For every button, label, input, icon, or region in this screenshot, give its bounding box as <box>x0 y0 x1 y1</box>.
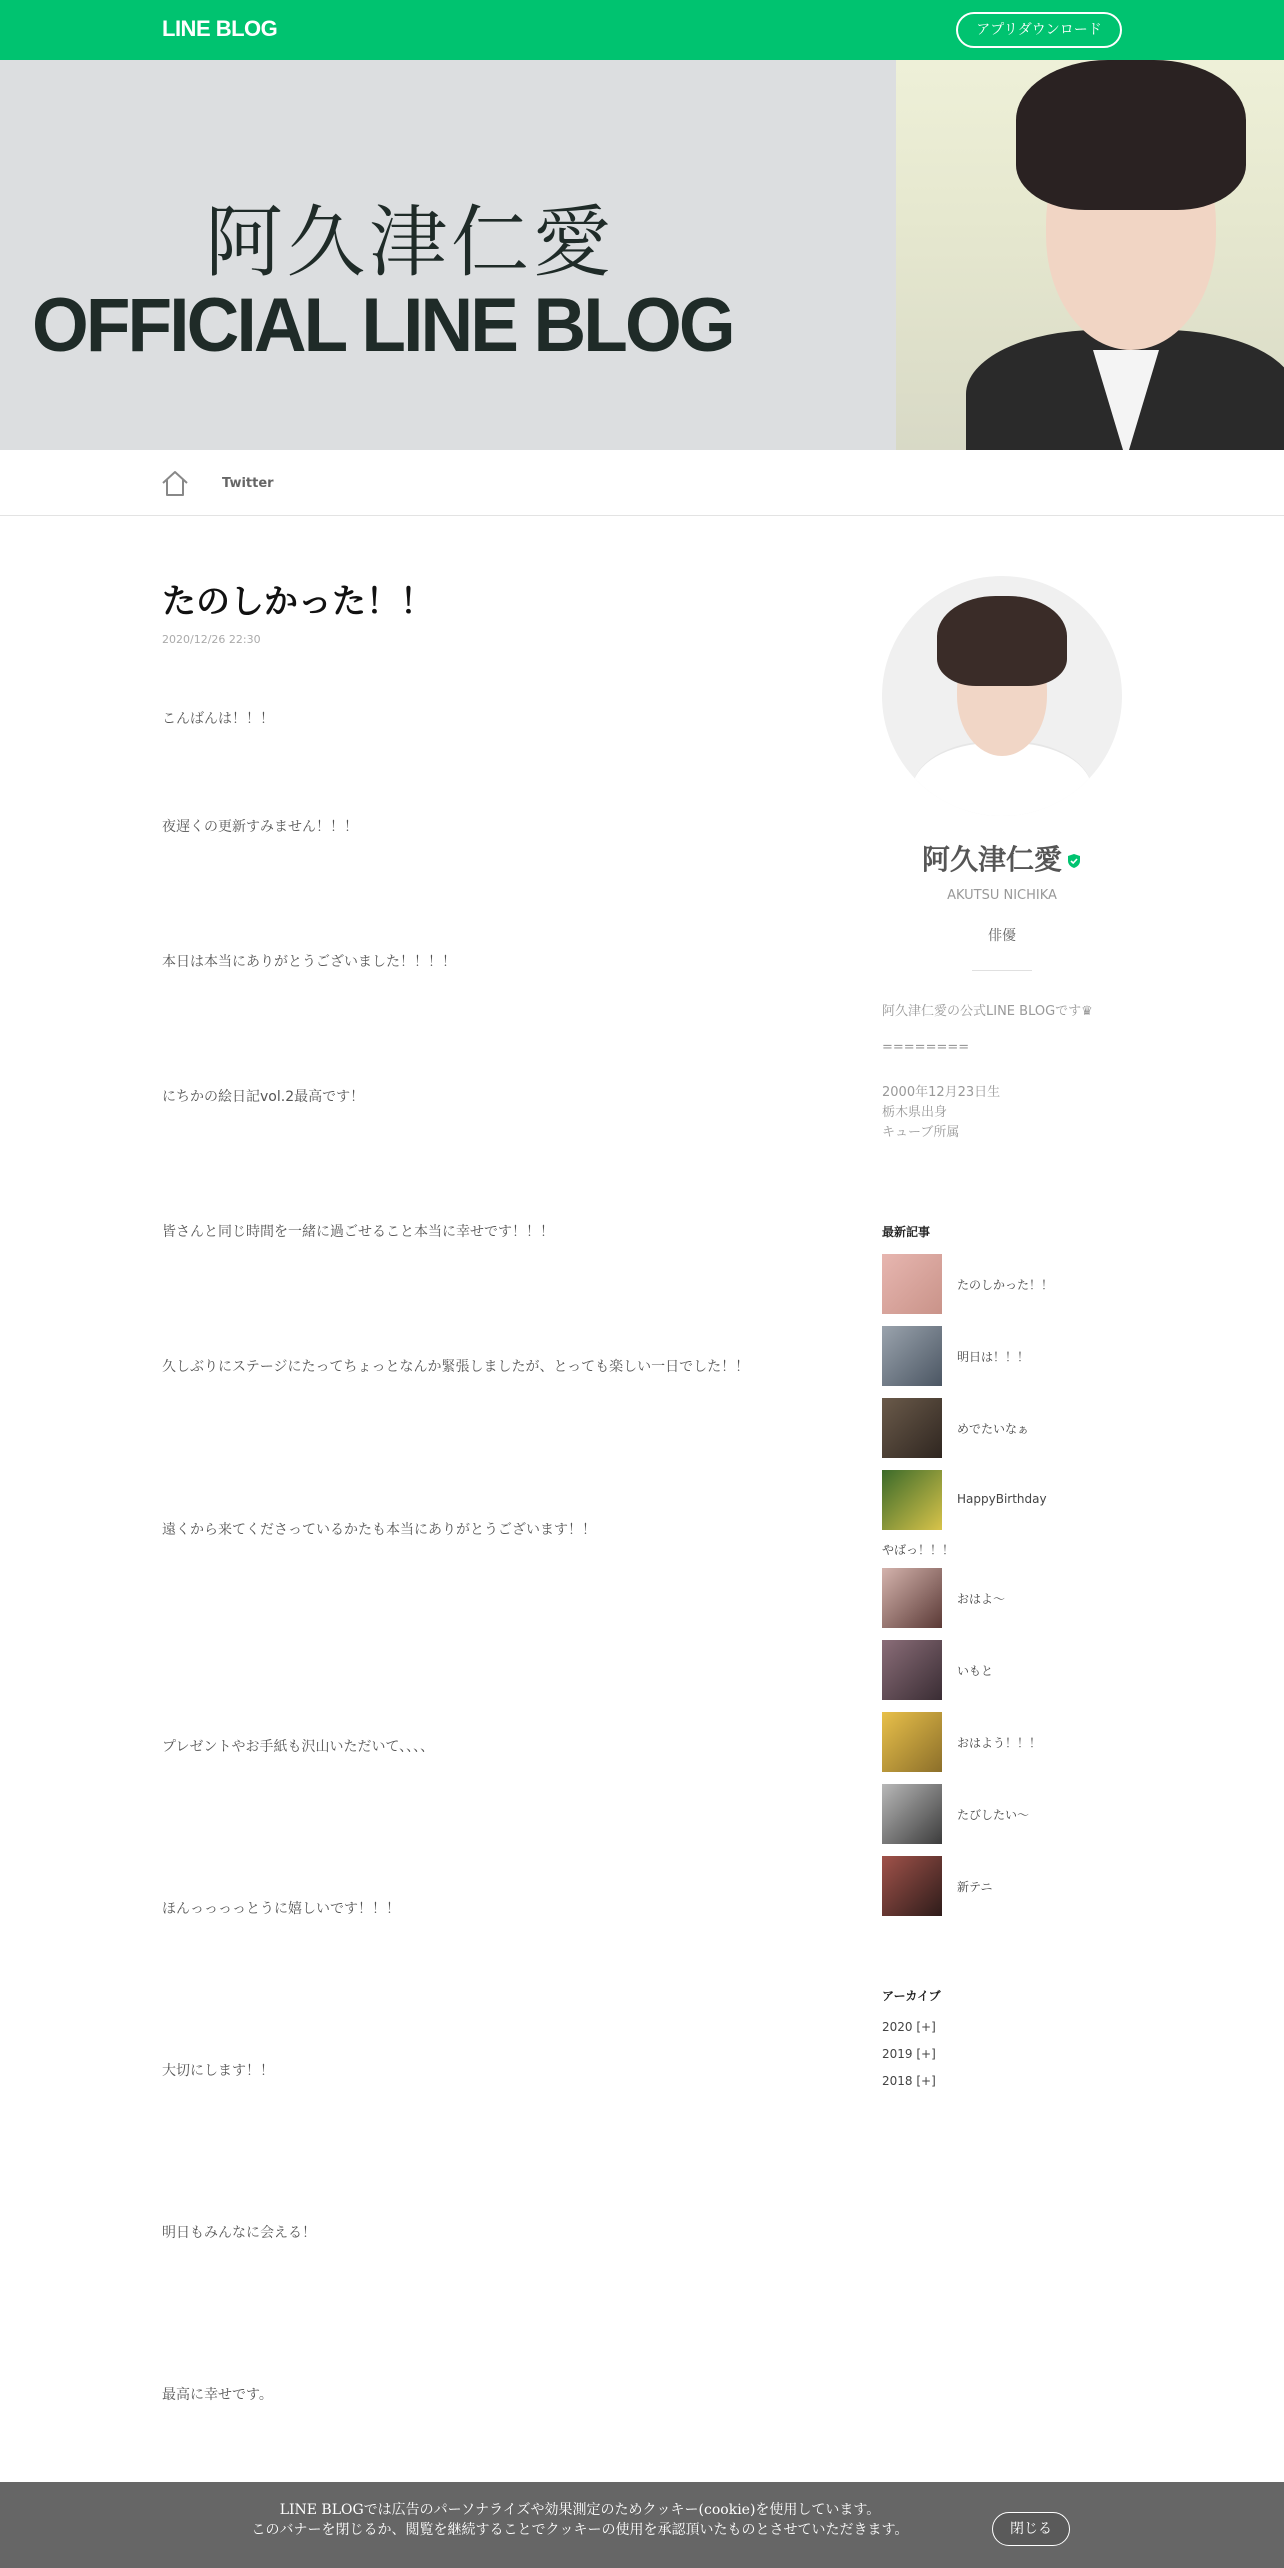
post-paragraph: にちかの絵日記vol.2最高です！ <box>162 1089 365 1105</box>
recent-thumbnail[interactable] <box>882 1784 942 1844</box>
blog-nav <box>0 450 1284 516</box>
cookie-banner <box>0 2482 1284 2568</box>
profile-hometown: 栃木県出身 <box>882 1105 948 1120</box>
cookie-close-button[interactable]: 閉じる <box>992 2512 1070 2546</box>
profile-agency: キューブ所属 <box>882 1125 960 1140</box>
recent-item-label[interactable]: たびしたい〜 <box>957 1808 1030 1822</box>
post-paragraph: 皆さんと同じ時間を一緒に過ごせること本当に幸せです！！！ <box>162 1224 554 1240</box>
profile-role: 俳優 <box>988 928 1016 944</box>
recent-thumbnail[interactable] <box>882 1568 942 1628</box>
recent-item-label[interactable]: めでたいなぁ <box>957 1422 1030 1436</box>
archive-item[interactable]: 2020 [+] <box>882 2020 936 2034</box>
post-date: 2020/12/26 22:30 <box>162 633 261 646</box>
post-paragraph: こんばんは！！！ <box>162 711 274 727</box>
post-title: たのしかった！！ <box>162 582 434 622</box>
post-paragraph: 明日もみんなに会える！ <box>162 2225 316 2241</box>
profile-name[interactable] <box>882 838 1122 878</box>
nav-twitter-link[interactable]: Twitter <box>222 476 274 491</box>
banner-subtitle: OFFICIAL LINE BLOG <box>32 283 733 368</box>
recent-thumbnail[interactable] <box>882 1326 942 1386</box>
recent-item-label[interactable]: 明日は！！！ <box>957 1350 1030 1364</box>
profile-description: 阿久津仁愛の公式LINE BLOGです♛ <box>882 1004 1093 1019</box>
recent-item-label[interactable]: たのしかった！！ <box>957 1278 1054 1292</box>
post-paragraph: ほんっっっっとうに嬉しいです！！！ <box>162 1901 400 1917</box>
recent-thumbnail[interactable] <box>882 1254 942 1314</box>
post-paragraph: 本日は本当にありがとうございました！！！！ <box>162 954 456 970</box>
recent-item-label-wrap[interactable]: やばっ！！！ <box>882 1543 955 1557</box>
app-download-button[interactable]: アプリダウンロード <box>956 12 1122 48</box>
cookie-text <box>100 2500 1060 2540</box>
archive-item[interactable]: 2018 [+] <box>882 2074 936 2088</box>
recent-thumbnail[interactable] <box>882 1470 942 1530</box>
recent-item-label[interactable]: 新テニ <box>957 1880 993 1894</box>
post-paragraph: 久しぶりにステージにたってちょっとなんか緊張しましたが、とっても楽しい一日でした！！ <box>162 1359 750 1375</box>
post-paragraph: 遠くから来てくださっているかたも本当にありがとうございます！！ <box>162 1522 596 1538</box>
archive-heading: アーカイブ <box>882 1989 941 2003</box>
recent-item-label[interactable]: おはよう！！！ <box>957 1736 1042 1750</box>
blog-banner <box>0 60 1284 450</box>
archive-item[interactable]: 2019 [+] <box>882 2047 936 2061</box>
recent-item-label[interactable]: いもと <box>957 1664 994 1678</box>
post-paragraph: 夜遅くの更新すみません！！！ <box>162 819 358 835</box>
profile-name-text: 阿久津仁愛 <box>921 843 1062 876</box>
profile-romaji: AKUTSU NICHIKA <box>947 888 1057 903</box>
cookie-text-line2: このバナーを閉じるか、閲覧を継続することでクッキーの使用を承認頂いたものとさせていただきます。 <box>251 2522 909 2538</box>
recent-thumbnail[interactable] <box>882 1640 942 1700</box>
post-paragraph: 大切にします！！ <box>162 2063 274 2079</box>
recent-item-label[interactable]: おはよ〜 <box>957 1592 1006 1606</box>
recent-thumbnail[interactable] <box>882 1712 942 1772</box>
post-paragraph: プレゼントやお手紙も沢山いただいて、、、、 <box>162 1739 435 1755</box>
recent-heading: 最新記事 <box>882 1225 931 1239</box>
recent-item-label[interactable]: HappyBirthday <box>957 1492 1047 1506</box>
top-bar <box>0 0 1284 60</box>
cookie-text-line1: LINE BLOGでは広告のパーソナライズや効果測定のためクッキー(cookie)を使用しています。 <box>279 2502 881 2518</box>
profile-separator: ======== <box>882 1040 970 1055</box>
recent-thumbnail[interactable] <box>882 1398 942 1458</box>
post-paragraph: 最高に幸せです。 <box>162 2387 273 2403</box>
recent-thumbnail[interactable] <box>882 1856 942 1916</box>
banner-photo <box>896 60 1284 450</box>
banner-name: 阿久津仁愛 <box>205 198 616 288</box>
profile-birth: 2000年12月23日生 <box>882 1085 1001 1100</box>
profile-avatar[interactable] <box>882 576 1122 816</box>
verified-badge-icon <box>1066 853 1082 869</box>
profile-divider <box>972 970 1032 971</box>
home-icon[interactable] <box>160 469 190 497</box>
line-blog-logo[interactable]: LINE BLOG <box>162 16 278 41</box>
